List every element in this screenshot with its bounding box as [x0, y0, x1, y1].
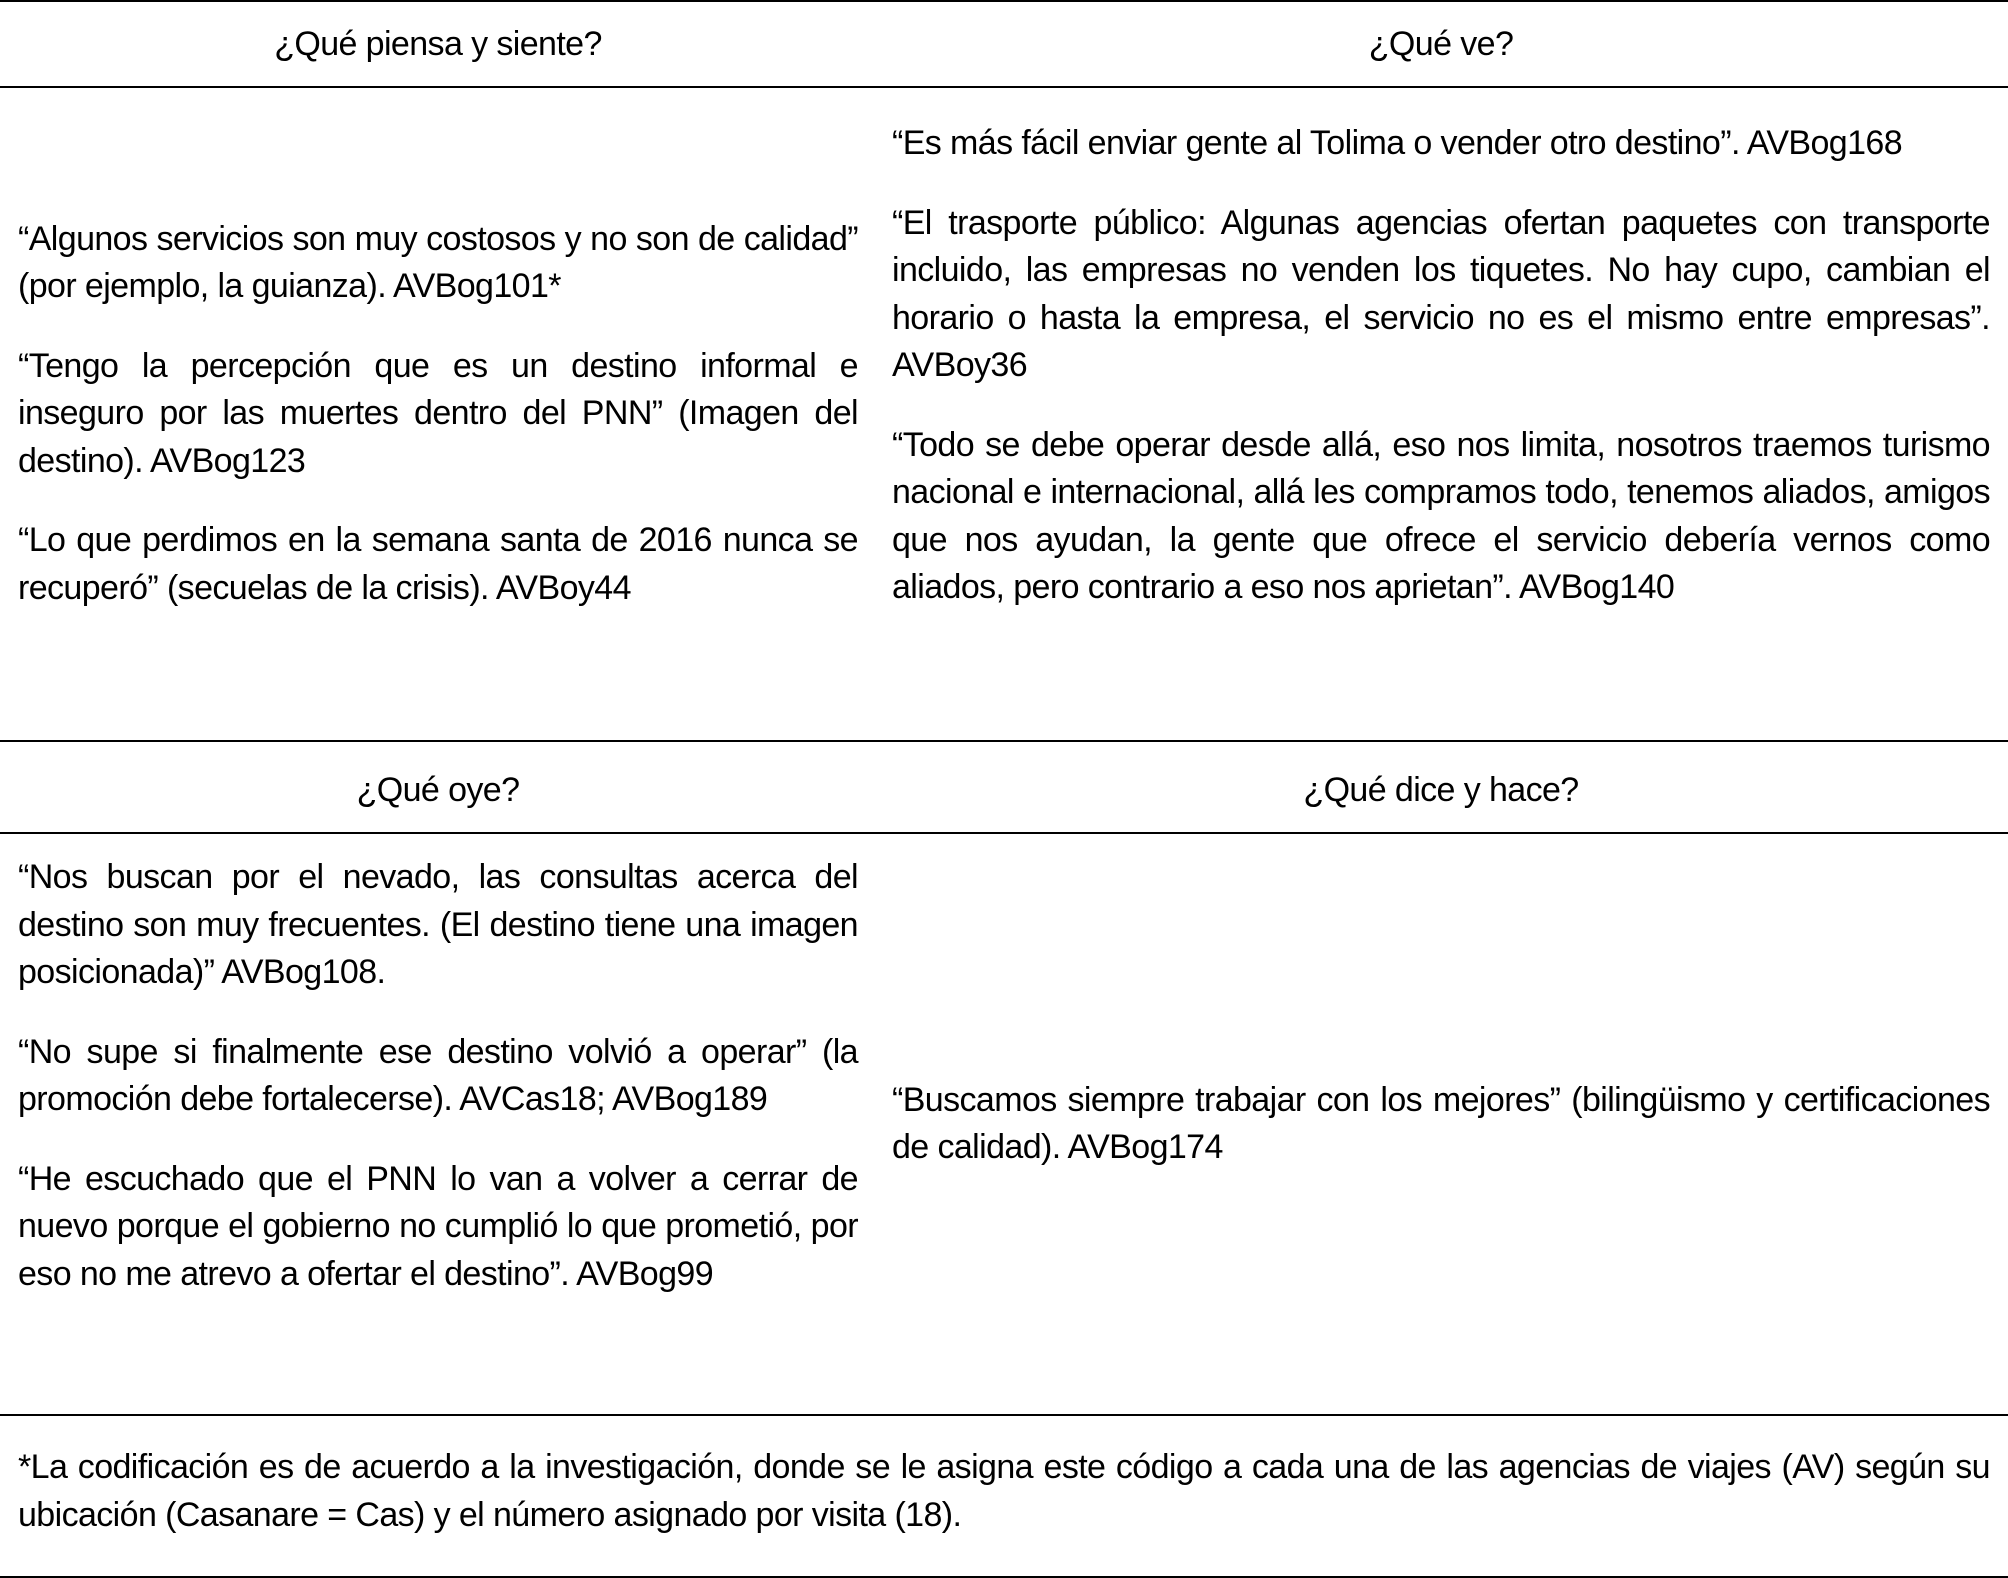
header-piensa-siente	[18, 2, 858, 86]
quote: “Tengo la percepción que es un destino informal e inseguro por las muertes dentro del PNN” (Imagen del destino). AVBog123	[18, 346, 858, 480]
header-label: ¿Qué piensa y siente?	[274, 24, 602, 63]
section-divider-rule	[0, 740, 2008, 742]
cell-piensa-siente	[18, 88, 858, 740]
quote: “Es más fácil enviar gente al Tolima o vender otro destino”. AVBog168	[892, 124, 1903, 162]
quote: “He escuchado que el PNN lo van a volver a cerrar de nuevo porque el gobierno no cumplió lo que prometió, por eso no me atrevo a ofertar el destino”. AVBog99	[18, 1159, 858, 1293]
quote: “Algunos servicios son muy costosos y no son de calidad” (por ejemplo, la guianza). AVBog101*	[18, 219, 858, 306]
header-label: ¿Qué ve?	[1368, 24, 1514, 63]
table-footnote: *La codificación es de acuerdo a la investigación, donde se le asigna este código a cada una de las agencias de viajes (AV) según su ubicación (Casanare = Cas) y el número asignado por visita (18).	[18, 1448, 1990, 1534]
header-ve	[892, 2, 1990, 86]
cell-ve	[892, 120, 1990, 720]
footnote-rule	[0, 1414, 2008, 1416]
quote: “Nos buscan por el nevado, las consultas acerca del destino son muy frecuentes. (El destino tiene una imagen posicionada)” AVBog108.	[18, 858, 858, 991]
header-oye	[18, 748, 858, 832]
quote: “No supe si finalmente ese destino volvió a operar” (la promoción debe fortalecerse). AVCas18; AVBog189	[18, 1032, 858, 1118]
quote: “Buscamos siempre trabajar con los mejores” (bilingüismo y certificaciones de calidad). AVBog174	[892, 1080, 1990, 1166]
quote: “Lo que perdimos en la semana santa de 2016 nunca se recuperó” (secuelas de la crisis). AVBoy44	[18, 521, 858, 607]
quote: “El trasporte público: Algunas agencias ofertan paquetes con transporte incluido, las empresas no venden los tiquetes. No hay cupo, cambian el horario o hasta la empresa, el servicio no es el mismo entre empresas”. AVBoy36	[892, 203, 1990, 384]
header-label: ¿Qué dice y hace?	[1303, 770, 1579, 809]
header-dice-hace	[892, 748, 1990, 832]
quote: “Todo se debe operar desde allá, eso nos limita, nosotros traemos turismo nacional e internacional, allá les compramos todo, tenemos aliados, amigos que nos ayudan, la gente que ofrece el servicio debería vernos como aliados, pero contrario a eso nos aprietan”. AVBog140	[892, 425, 1990, 606]
header-label: ¿Qué oye?	[356, 770, 520, 809]
cell-oye	[18, 854, 858, 1404]
cell-dice-hace	[892, 834, 1990, 1414]
